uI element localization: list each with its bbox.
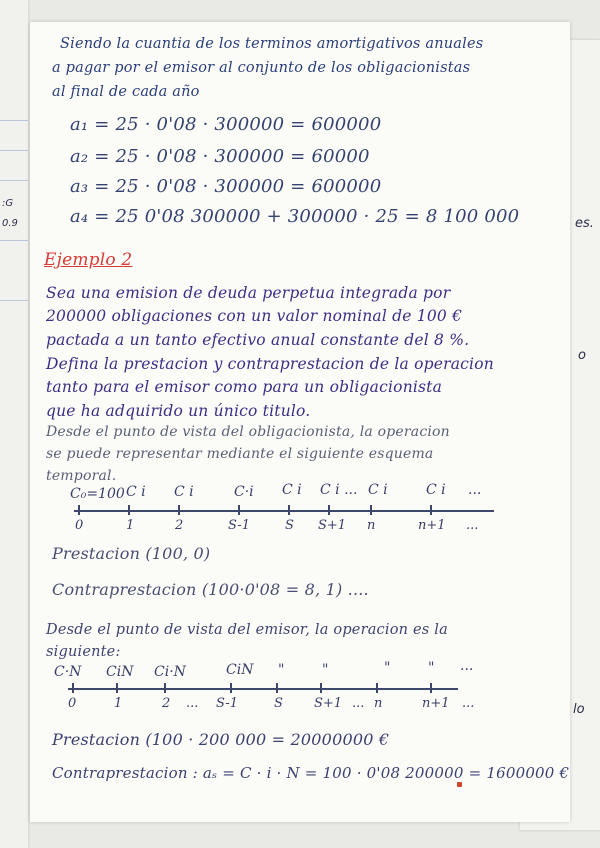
- timeline-2-axis: [68, 688, 458, 690]
- timeline-tick: [430, 505, 432, 515]
- timeline-1-top-label: C i: [368, 482, 388, 498]
- equation-a3: a₃ = 25 · 0'08 · 300000 = 600000: [70, 176, 382, 197]
- timeline-tick: [370, 505, 372, 515]
- example-line-1: Sea una emision de deuda perpetua integrada por: [46, 284, 451, 302]
- timeline-1-top-label: C·i: [234, 484, 254, 500]
- equation-a4: a₄ = 25 0'08 300000 + 300000 · 25 = 8 100 000: [70, 206, 520, 227]
- timeline-tick: [72, 683, 74, 693]
- timeline-2-bottom-label: S+1: [314, 696, 343, 711]
- timeline-1-top-label: C i: [126, 484, 146, 500]
- edge-text: 0.9: [2, 218, 18, 229]
- timeline-tick: [164, 683, 166, 693]
- contraprestacion-1: Contraprestacion (100·0'08 = 8, 1) ....: [52, 580, 369, 599]
- timeline-2-top-label: ": [278, 662, 285, 678]
- emisor-line-1: Desde el punto de vista del emisor, la operacion es la: [46, 622, 448, 638]
- example-line-6: que ha adquirido un único titulo.: [46, 402, 311, 420]
- timeline-1-bottom-label: ...: [466, 518, 479, 533]
- example-line-4: Defina la prestacion y contraprestacion de la operacion: [46, 355, 494, 373]
- timeline-2-bottom-label: ...: [462, 696, 475, 711]
- prestacion-2: Prestacion (100 · 200 000 = 20000000 €: [52, 730, 390, 749]
- timeline-2-top-label: CiN: [106, 664, 134, 680]
- timeline-tick: [128, 505, 130, 515]
- edge-text: o: [578, 348, 586, 363]
- timeline-1-bottom-label: S+1: [318, 518, 347, 533]
- timeline-1-top-label: C i: [174, 484, 194, 500]
- edge-text: es.: [575, 216, 594, 231]
- timeline-2-bottom-label: ...: [186, 696, 199, 711]
- timeline-1-bottom-label: S-1: [228, 518, 251, 533]
- intro-line-2: a pagar por el emisor al conjunto de los obligacionistas: [52, 60, 471, 76]
- timeline-tick: [78, 505, 80, 515]
- timeline-1-bottom-label: n+1: [418, 518, 446, 533]
- timeline-1-top-label: C₀=100: [70, 486, 125, 502]
- timeline-1-top-label: ...: [468, 482, 482, 498]
- timeline-tick: [328, 505, 330, 515]
- timeline-2-top-label: Ci·N: [154, 664, 186, 680]
- emisor-line-2: siguiente:: [46, 644, 121, 660]
- edge-text: :G: [2, 198, 14, 209]
- notebook-sheet: [30, 22, 570, 822]
- timeline-2-top-label: CiN: [226, 662, 254, 678]
- timeline-2-top-label: ": [384, 660, 391, 676]
- timeline-2-bottom-label: 2: [162, 696, 171, 711]
- timeline-tick: [288, 505, 290, 515]
- timeline-2-bottom-label: ...: [352, 696, 365, 711]
- obligacionista-line-2: se puede representar mediante el siguiente esquema: [46, 446, 434, 462]
- underlying-page-left: [0, 0, 28, 848]
- timeline-1-top-label: C i: [282, 482, 302, 498]
- timeline-2-top-label: ...: [460, 658, 474, 674]
- notebook-rule: [0, 120, 28, 121]
- timeline-1-bottom-label: 1: [126, 518, 135, 533]
- timeline-1-top-label: C i ...: [320, 482, 358, 498]
- timeline-1-bottom-label: n: [367, 518, 376, 533]
- intro-line-1: Siendo la cuantia de los terminos amortigativos anuales: [60, 36, 484, 52]
- obligacionista-line-1: Desde el punto de vista del obligacionista, la operacion: [46, 424, 450, 440]
- timeline-tick: [238, 505, 240, 515]
- equation-a2: a₂ = 25 · 0'08 · 300000 = 60000: [70, 146, 370, 167]
- timeline-2-bottom-label: n+1: [422, 696, 450, 711]
- timeline-tick: [178, 505, 180, 515]
- example-title: Ejemplo 2: [44, 250, 133, 270]
- notebook-rule: [0, 150, 28, 151]
- equation-a1: a₁ = 25 · 0'08 · 300000 = 600000: [70, 114, 382, 135]
- timeline-tick: [376, 683, 378, 693]
- timeline-tick: [230, 683, 232, 693]
- prestacion-1: Prestacion (100, 0): [52, 544, 211, 563]
- example-line-2: 200000 obligaciones con un valor nominal de 100 €: [46, 307, 463, 325]
- timeline-2-top-label: ": [428, 660, 435, 676]
- timeline-tick: [276, 683, 278, 693]
- notebook-rule: [0, 240, 28, 241]
- timeline-1-bottom-label: 0: [75, 518, 84, 533]
- example-line-3: pactada a un tanto efectivo anual constante del 8 %.: [46, 331, 470, 349]
- contraprestacion-2: Contraprestacion : aₛ = C · i · N = 100 · 0'08 200000 = 1600000 €: [52, 764, 570, 782]
- notebook-rule: [0, 300, 28, 301]
- notebook-rule: [0, 180, 28, 181]
- timeline-2-bottom-label: 1: [114, 696, 123, 711]
- timeline-2-top-label: ": [322, 662, 329, 678]
- example-line-5: tanto para el emisor como para un obligacionista: [46, 378, 443, 396]
- timeline-tick: [320, 683, 322, 693]
- timeline-tick: [116, 683, 118, 693]
- edge-text: lo: [573, 702, 585, 717]
- obligacionista-line-3: temporal.: [46, 468, 117, 484]
- timeline-2-bottom-label: 0: [68, 696, 77, 711]
- red-ink-dot: [457, 782, 462, 787]
- timeline-2-top-label: C·N: [54, 664, 82, 680]
- timeline-2-bottom-label: S-1: [216, 696, 239, 711]
- timeline-2-bottom-label: S: [274, 696, 283, 711]
- intro-line-3: al final de cada año: [52, 84, 200, 100]
- timeline-1-bottom-label: 2: [175, 518, 184, 533]
- timeline-2-bottom-label: n: [374, 696, 383, 711]
- timeline-1-bottom-label: S: [285, 518, 294, 533]
- timeline-1-top-label: C i: [426, 482, 446, 498]
- timeline-tick: [430, 683, 432, 693]
